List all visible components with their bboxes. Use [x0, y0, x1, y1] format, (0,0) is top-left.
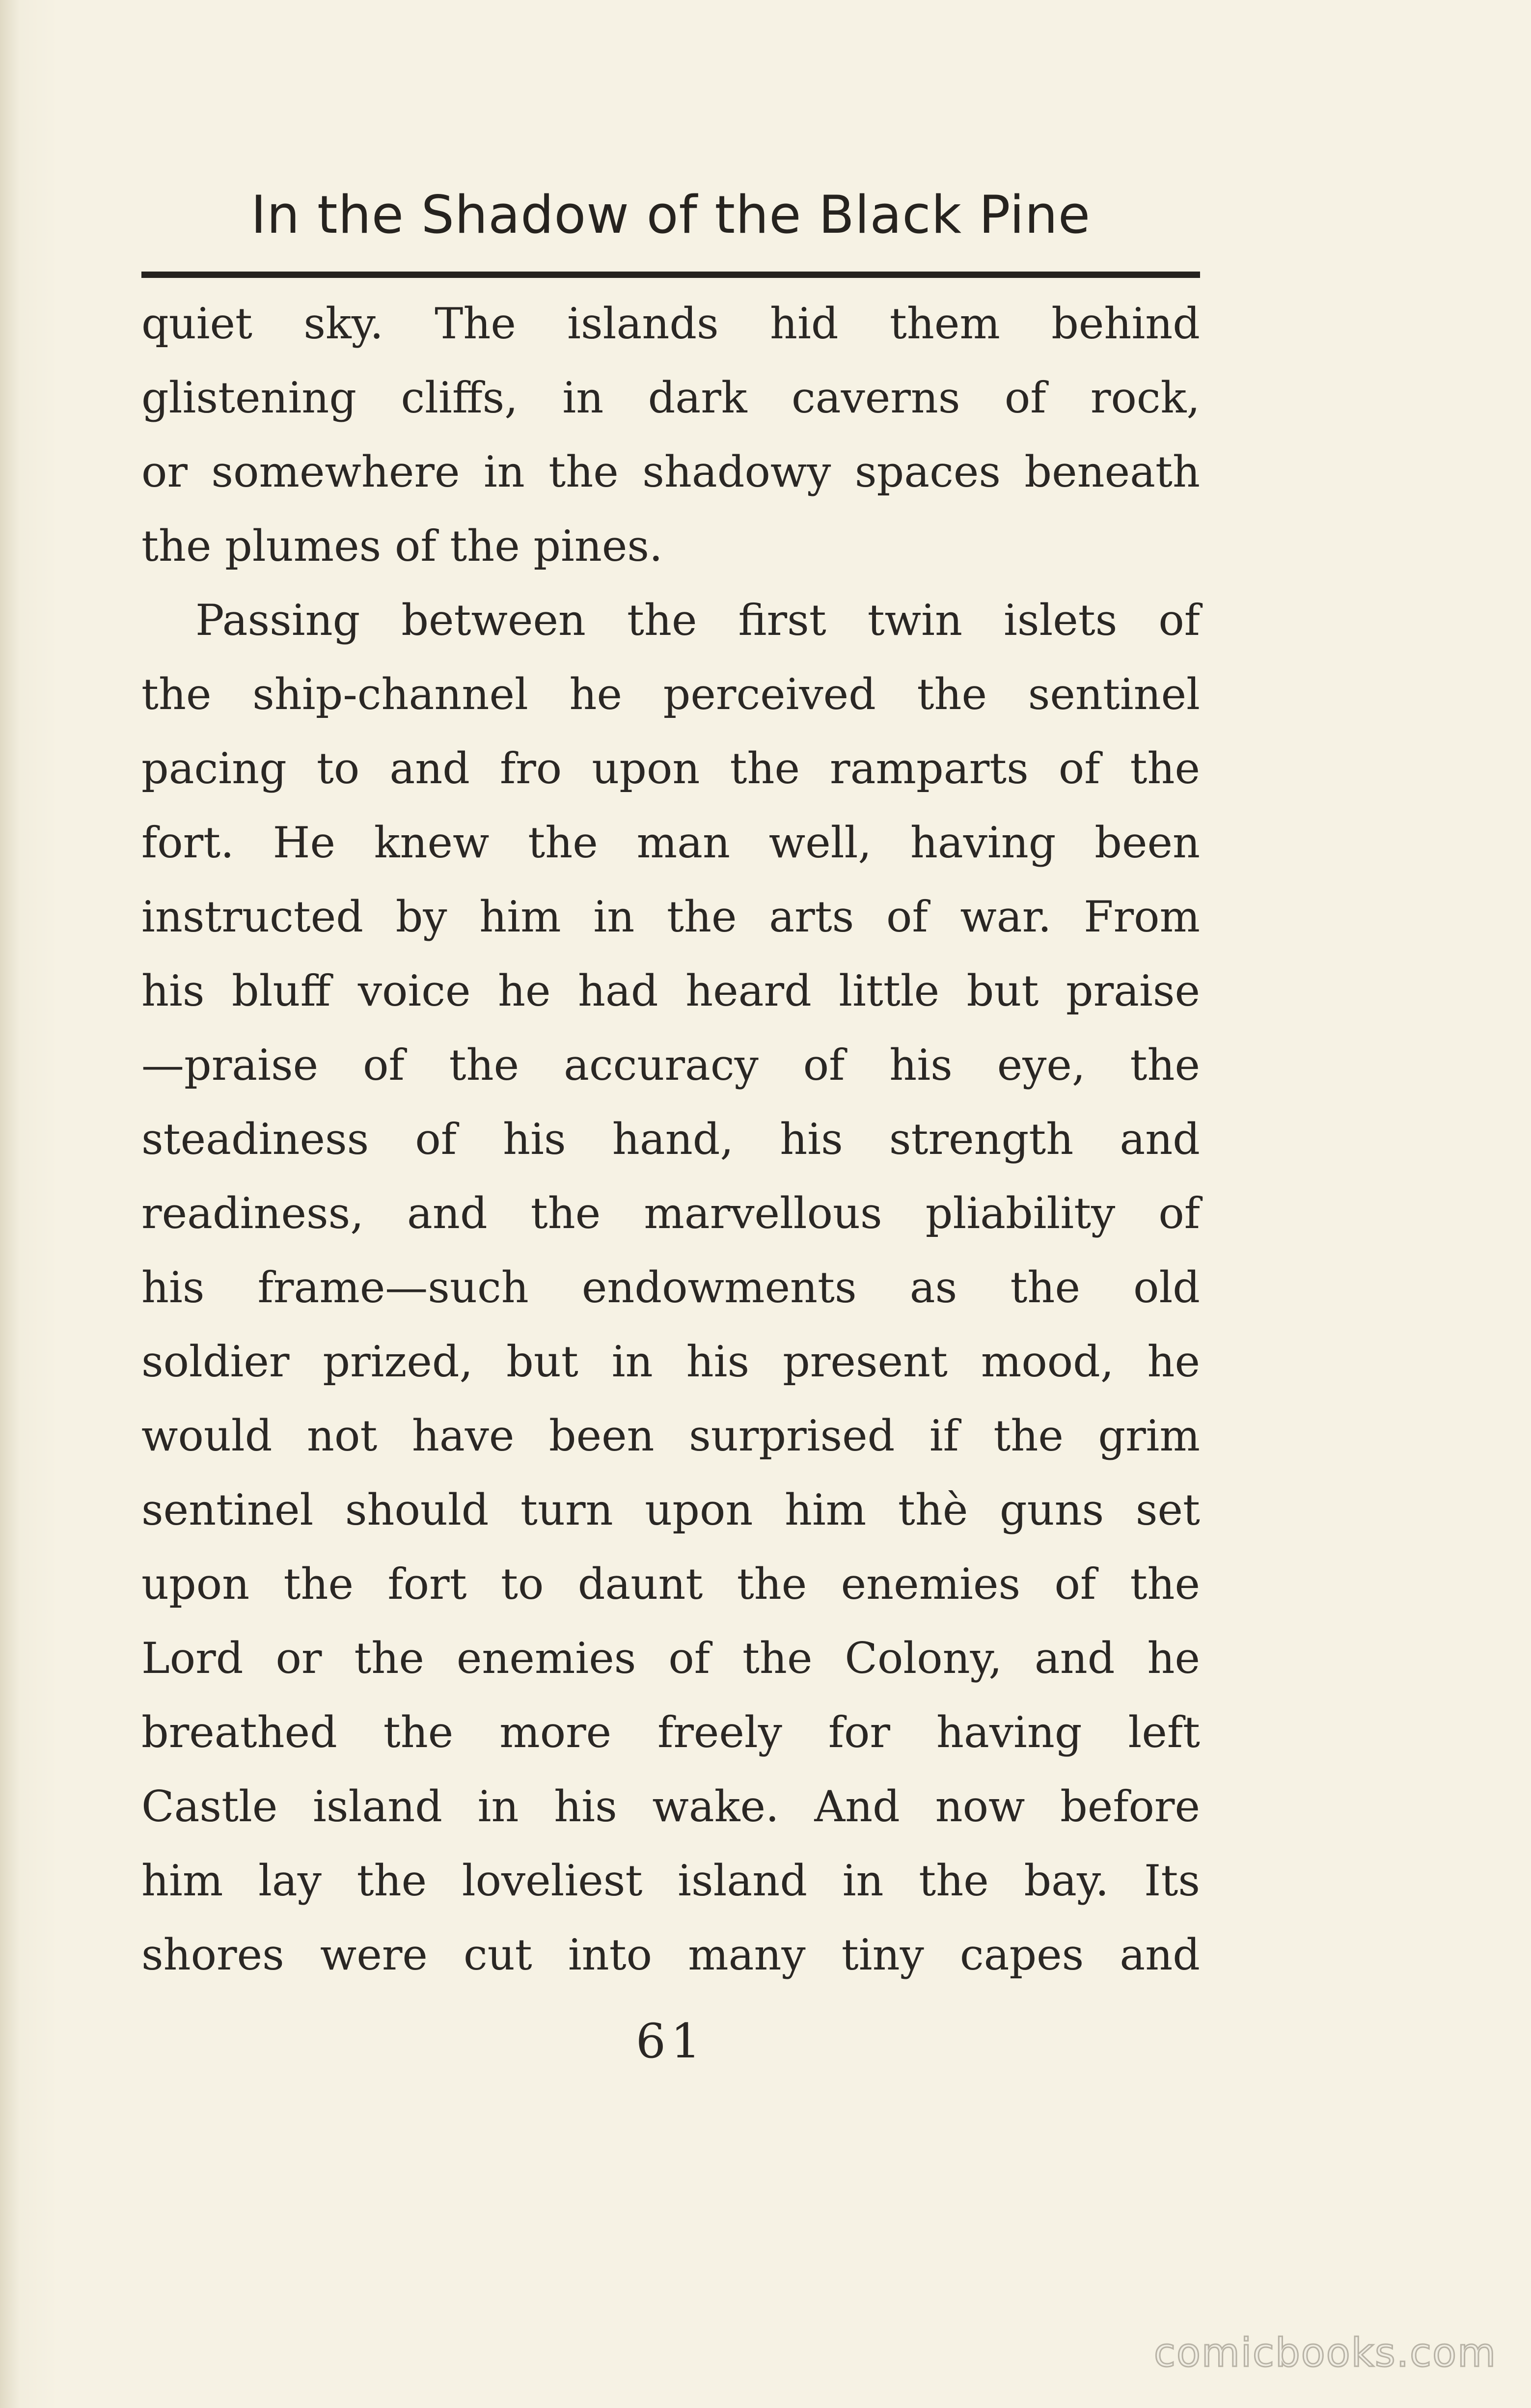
text-line: him lay the loveliest island in the bay. Its [141, 1856, 1200, 1906]
text-line: quiet sky. The islands hid them behind [141, 299, 1200, 349]
text-line: Lord or the enemies of the Colony, and he [141, 1633, 1200, 1683]
text-line: the ship-channel he perceived the sentinel [141, 669, 1200, 719]
text-line: sentinel should turn upon him thè guns set [141, 1485, 1200, 1535]
text-line: the plumes of the pines. [141, 521, 663, 571]
text-line: Passing between the first twin islets of [195, 595, 1200, 645]
text-line: breathed the more freely for having left [141, 1707, 1200, 1757]
header-rule [141, 272, 1200, 278]
text-line: his frame—such endowments as the old [141, 1262, 1200, 1313]
text-line: steadiness of his hand, his strength and [141, 1114, 1200, 1164]
text-line: glistening cliffs, in dark caverns of rock, [141, 373, 1200, 423]
watermark-text: comicbooks.com [1153, 2330, 1497, 2376]
text-line: his bluff voice he had heard little but praise [141, 966, 1200, 1016]
text-line: would not have been surprised if the grim [141, 1411, 1200, 1461]
text-line: shores were cut into many tiny capes and [141, 1930, 1200, 1980]
running-head: In the Shadow of the Black Pine [250, 185, 1091, 245]
text-line: or somewhere in the shadowy spaces beneath [141, 447, 1200, 497]
text-line: —praise of the accuracy of his eye, the [141, 1040, 1200, 1090]
text-line: fort. He knew the man well, having been [141, 818, 1200, 868]
body-text [141, 287, 1200, 1992]
text-line: upon the fort to daunt the enemies of the [141, 1559, 1200, 1609]
page-number: 61 [635, 2014, 706, 2069]
text-line: instructed by him in the arts of war. From [141, 892, 1200, 942]
text-line: pacing to and fro upon the ramparts of the [141, 743, 1200, 794]
text-line: Castle island in his wake. And now before [141, 1781, 1200, 1832]
text-line: readiness, and the marvellous pliability of [141, 1188, 1200, 1238]
text-line: soldier prized, but in his present mood, he [141, 1337, 1200, 1387]
